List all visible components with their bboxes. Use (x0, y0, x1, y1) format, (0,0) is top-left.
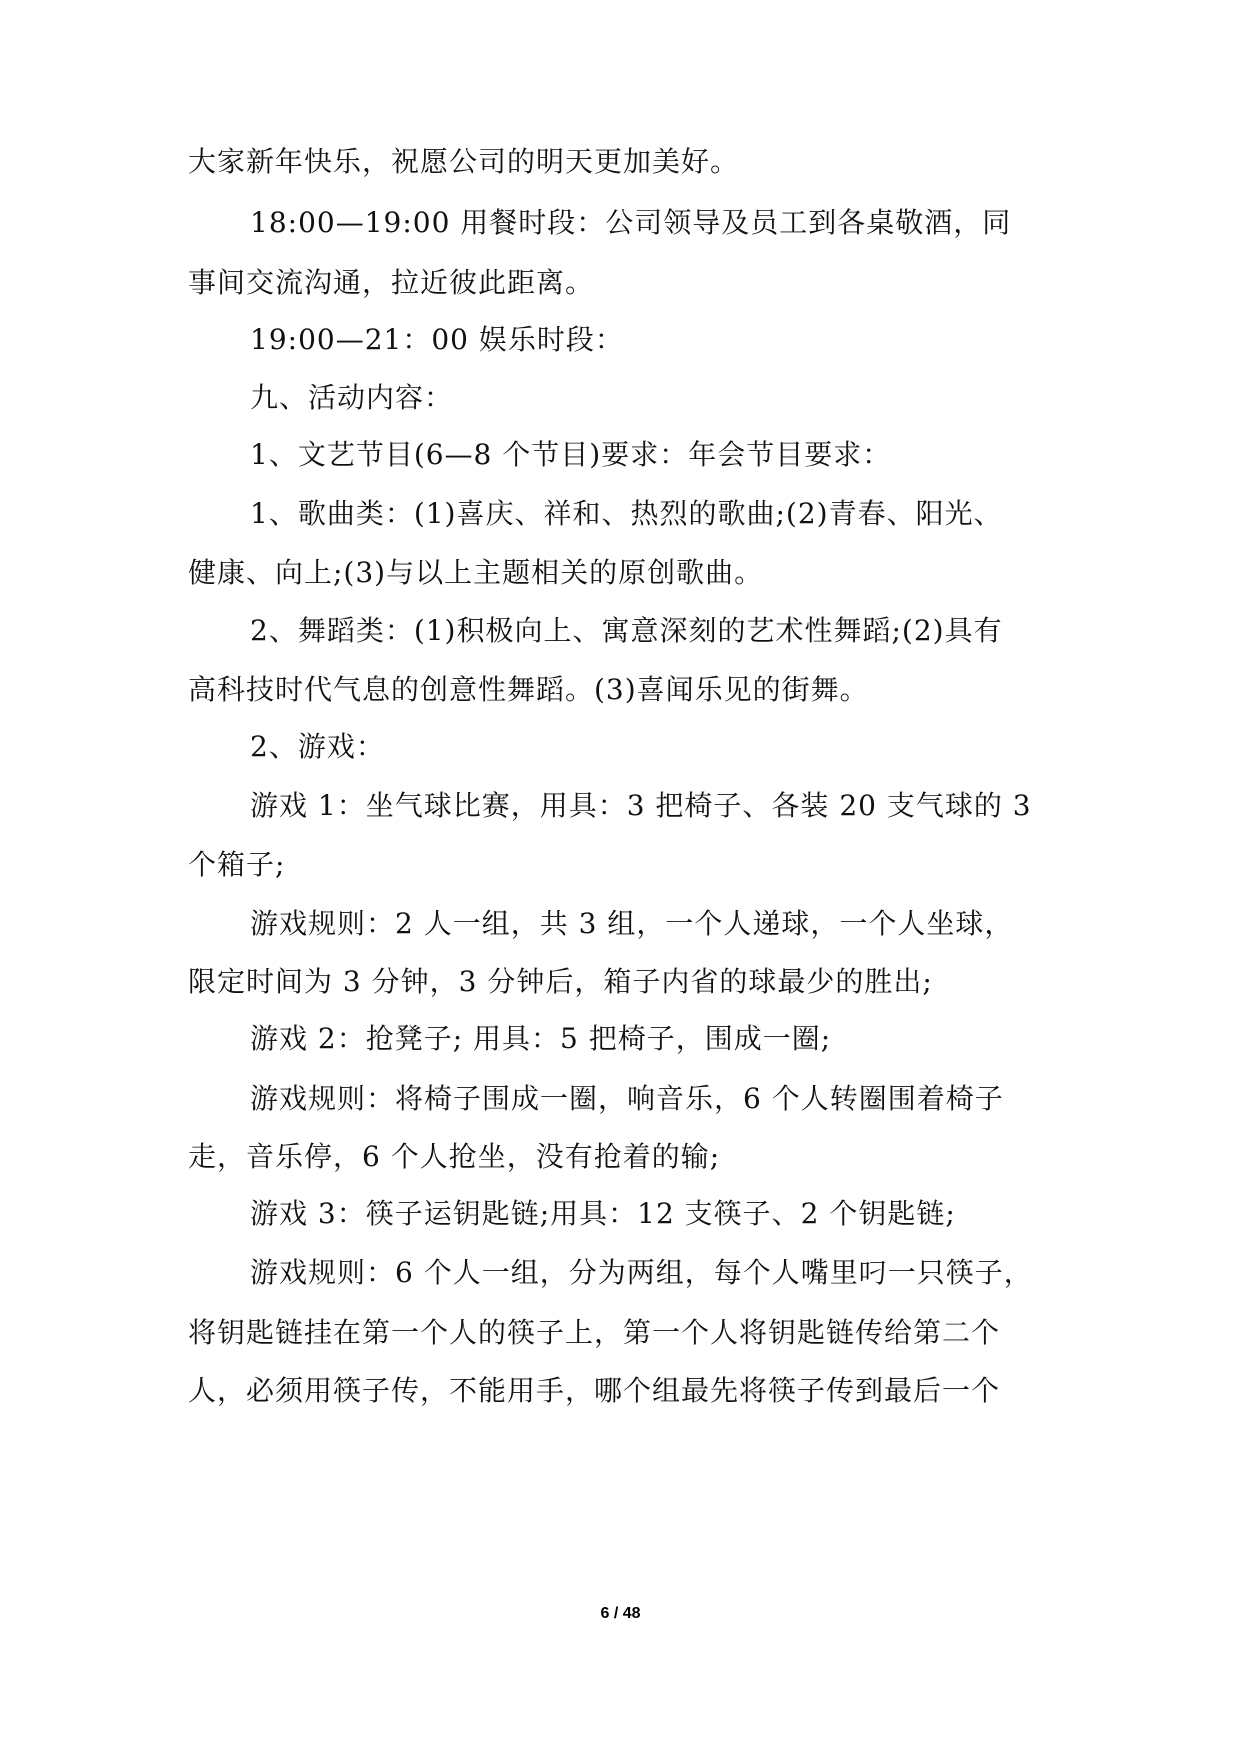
paragraph-line: 游戏规则：6 个人一组，分为两组，每个人嘴里叼一只筷子， (250, 1256, 1033, 1289)
paragraph-line: 走，音乐停，6 个人抢坐，没有抢着的输; (188, 1140, 721, 1173)
paragraph-line: 游戏 3：筷子运钥匙链;用具：12 支筷子、2 个钥匙链; (250, 1197, 956, 1230)
paragraph-line: 限定时间为 3 分钟，3 分钟后，箱子内省的球最少的胜出; (188, 965, 933, 998)
paragraph-line: 大家新年快乐，祝愿公司的明天更加美好。 (188, 145, 740, 178)
paragraph-line: 事间交流沟通，拉近彼此距离。 (188, 266, 595, 299)
paragraph-line: 高科技时代气息的创意性舞蹈。(3)喜闻乐见的街舞。 (188, 673, 869, 706)
paragraph-line: 1、文艺节目(6—8 个节目)要求：年会节目要求： (250, 438, 892, 471)
paragraph-line: 游戏规则：2 人一组，共 3 组，一个人递球，一个人坐球， (250, 907, 1014, 940)
paragraph-line: 2、游戏： (250, 730, 385, 763)
paragraph-line: 游戏 2：抢凳子; 用具：5 把椅子，围成一圈; (250, 1022, 832, 1055)
paragraph-line: 游戏规则：将椅子围成一圈，响音乐，6 个人转圈围着椅子 (250, 1082, 1004, 1115)
paragraph-line: 1、歌曲类：(1)喜庆、祥和、热烈的歌曲;(2)青春、阳光、 (250, 497, 1003, 530)
page-number: 6 / 48 (600, 1605, 641, 1622)
paragraph-line: 19:00—21：00 娱乐时段： (250, 323, 624, 356)
paragraph-line: 将钥匙链挂在第一个人的筷子上，第一个人将钥匙链传给第二个 (188, 1316, 1001, 1349)
section-heading: 九、活动内容： (250, 381, 454, 414)
paragraph-line: 健康、向上;(3)与以上主题相关的原创歌曲。 (188, 556, 764, 589)
paragraph-line: 游戏 1：坐气球比赛，用具：3 把椅子、各装 20 支气球的 3 (250, 789, 1032, 822)
paragraph-line: 个箱子; (188, 848, 286, 881)
paragraph-line: 18:00—19:00 用餐时段：公司领导及员工到各桌敬酒，同 (250, 206, 1012, 239)
paragraph-line: 2、舞蹈类：(1)积极向上、寓意深刻的艺术性舞蹈;(2)具有 (250, 614, 1003, 647)
paragraph-line: 人，必须用筷子传，不能用手，哪个组最先将筷子传到最后一个 (188, 1374, 1001, 1407)
